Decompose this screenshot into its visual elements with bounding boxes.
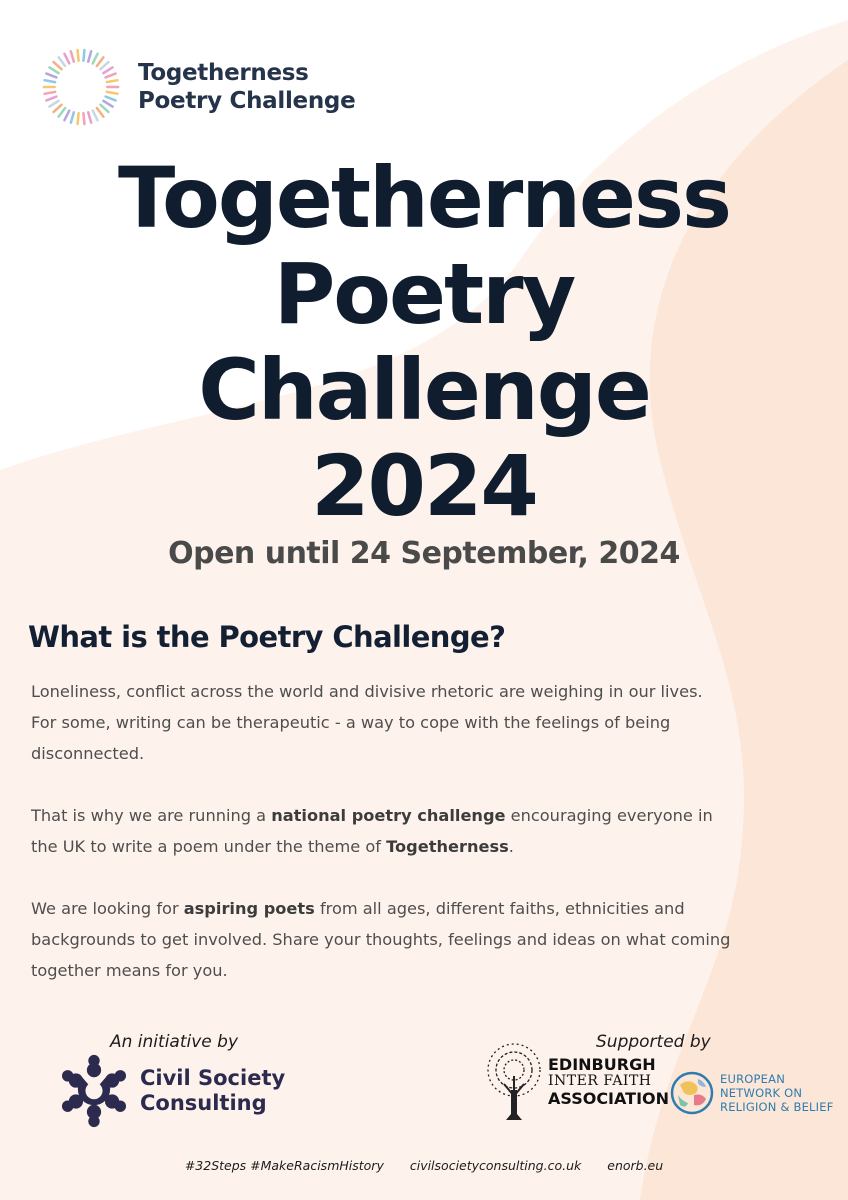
enorb-line-1: EUROPEAN xyxy=(720,1072,785,1086)
eifa-line-3: ASSOCIATION xyxy=(548,1088,670,1108)
people-circle-icon xyxy=(56,1052,132,1130)
p3-bold-aspiring: aspiring poets xyxy=(183,899,315,918)
supported-label: Supported by xyxy=(596,1032,711,1052)
sunburst-ring-icon xyxy=(40,46,122,128)
challenge-logo-text xyxy=(138,59,355,115)
footer-website-csc[interactable]: civilsocietyconsulting.co.uk xyxy=(409,1158,582,1173)
eifa-name xyxy=(548,1056,669,1107)
eifa-line-2: INTER FAITH xyxy=(548,1072,652,1089)
csc-line-2: Consulting xyxy=(140,1091,267,1115)
main-title xyxy=(0,150,848,534)
title-line-3: Challenge xyxy=(198,341,650,439)
footer-website-enorb[interactable]: enorb.eu xyxy=(607,1158,664,1173)
p2-text-end: . xyxy=(508,837,514,856)
description-body xyxy=(31,676,731,1017)
logo-line-2: Poetry Challenge xyxy=(138,88,356,114)
p3-text: We are looking for xyxy=(31,899,184,918)
paragraph-1: Loneliness, conflict across the world and divisive rhetoric are weighing in our lives. For some, writing can be therapeutic - a way to cope with the feelings of being disconnected. xyxy=(31,682,703,763)
csc-name xyxy=(140,1066,285,1116)
csc-line-1: Civil Society xyxy=(140,1066,286,1090)
logo-line-1: Togetherness xyxy=(138,60,309,86)
p2-text: That is why we are running a xyxy=(31,806,272,825)
section-heading: What is the Poetry Challenge? xyxy=(28,620,506,654)
challenge-logo xyxy=(40,46,355,128)
initiative-label: An initiative by xyxy=(110,1032,238,1052)
title-line-1: Togetherness xyxy=(117,149,731,247)
footer-hashtags: #32Steps #MakeRacismHistory xyxy=(184,1158,384,1173)
enorb-line-3: RELIGION & BELIEF xyxy=(720,1100,834,1114)
deadline-subtitle: Open until 24 September, 2024 xyxy=(168,536,680,571)
eifa-line-1: EDINBURGH xyxy=(548,1054,656,1074)
tree-icon xyxy=(482,1040,546,1122)
enorb-logo xyxy=(670,1071,834,1115)
paragraph-2 xyxy=(31,800,731,862)
civil-society-consulting-logo xyxy=(56,1052,285,1130)
enorb-line-2: NETWORK ON xyxy=(720,1086,803,1100)
p2-bold-togetherness: Togetherness xyxy=(386,837,509,856)
paragraph-3 xyxy=(31,893,731,986)
p2-bold-national: national poetry challenge xyxy=(271,806,506,825)
p3-text-end: from all ages, different faiths, ethnicities and backgrounds to get involved. Share your thoughts, feelings and ideas on what coming together means for you. xyxy=(31,899,731,980)
footer xyxy=(0,1158,848,1173)
edinburgh-inter-faith-logo xyxy=(482,1040,669,1122)
globe-icon xyxy=(670,1071,714,1115)
p2-text-mid: encouraging everyone in the UK to write a poem under the theme of xyxy=(31,806,713,856)
enorb-name xyxy=(720,1072,834,1114)
title-line-2: Poetry xyxy=(273,245,575,343)
title-line-4: 2024 xyxy=(311,437,537,535)
